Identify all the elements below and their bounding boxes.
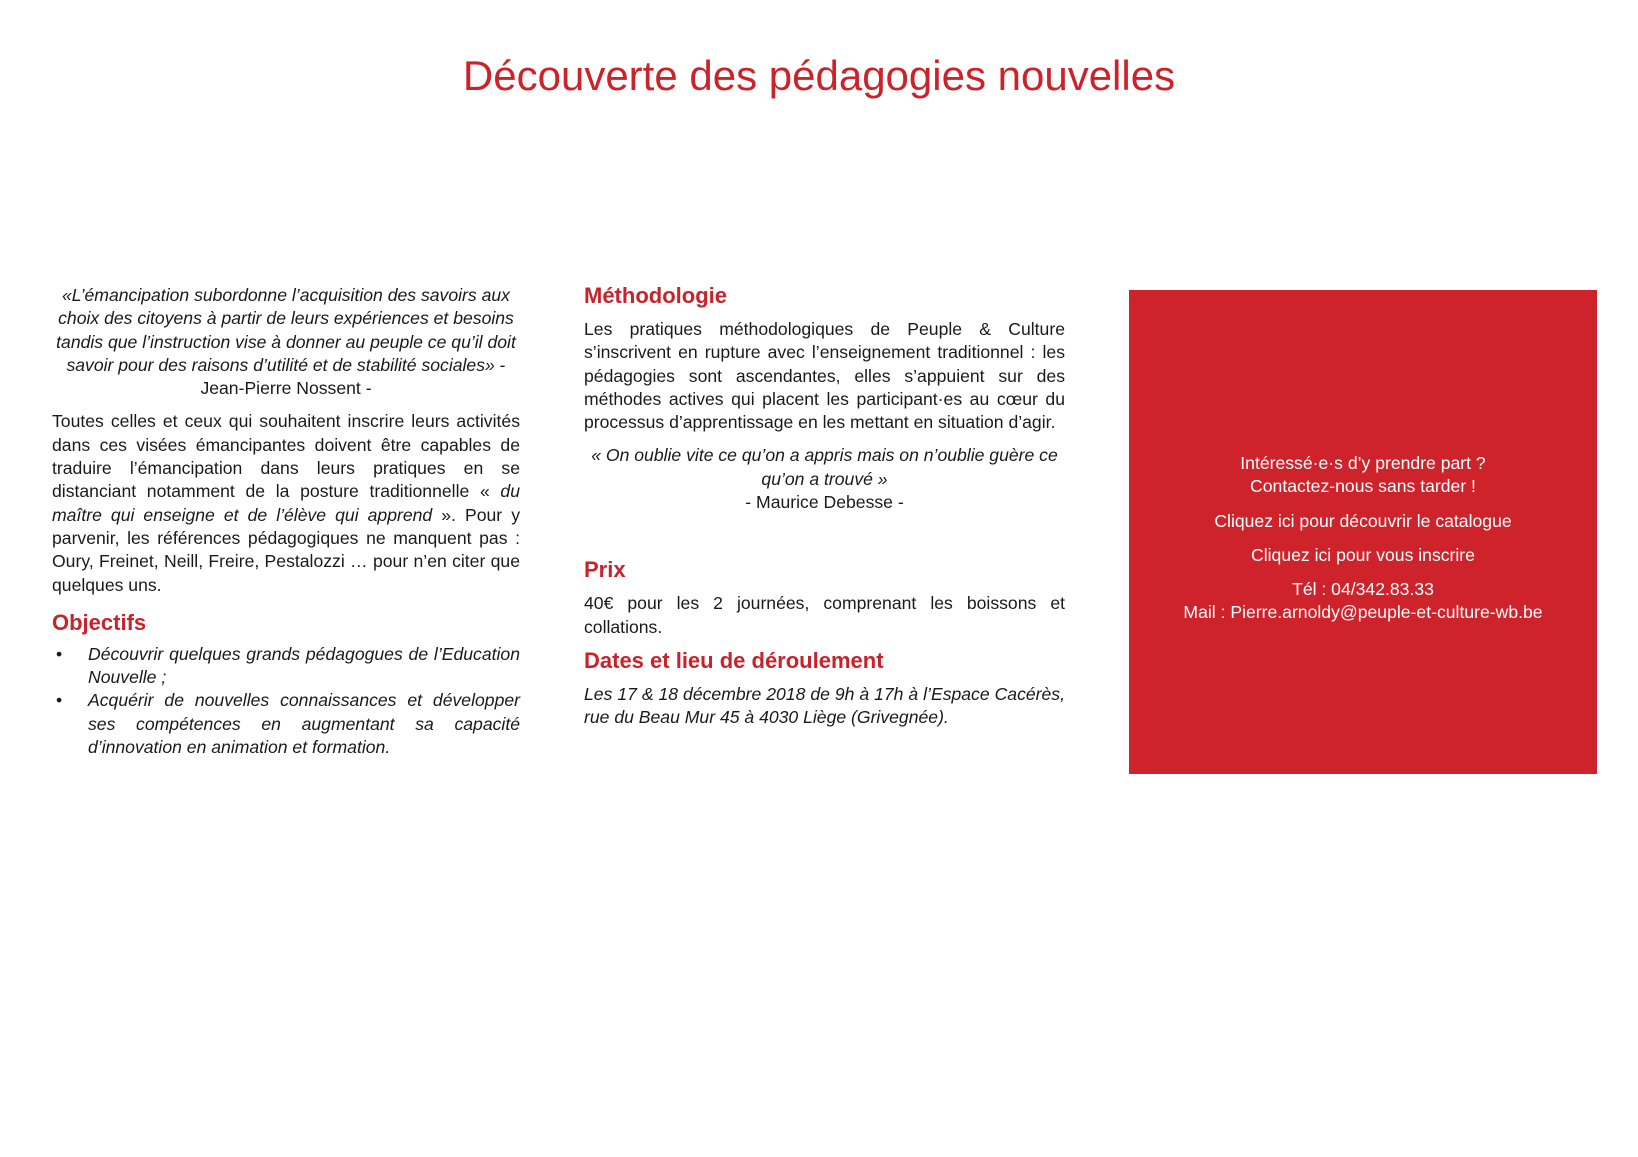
- nossent-quote-author: - Jean-Pierre Nossent -: [200, 354, 506, 399]
- intro-paragraph: [52, 410, 520, 596]
- intro-text-1: Toutes celles et ceux qui souhaitent inscrire leurs activités dans ces visées émancipantes doivent être capables de traduire l’émancipation dans leurs pratiques en se distanciant notamment de la posture traditionnelle «: [52, 411, 520, 502]
- objective-text: Acquérir de nouvelles connaissances et développer ses compétences en augmentant sa capacité d’innovation en animation et formation.: [88, 690, 520, 758]
- bullet-icon: •: [56, 643, 63, 664]
- methodology-heading: Méthodologie: [584, 283, 727, 308]
- intro-text-2: ». Pour y parvenir, les références pédagogiques ne manquent pas : Oury, Freinet, Neill, Freire, Pestalozzi … pour n’en citer que quelques uns.: [52, 504, 520, 595]
- dates-text: Les 17 & 18 décembre 2018 de 9h à 17h à l’Espace Cacérès, rue du Beau Mur 45 à 4030 Liège (Grivegnée).: [584, 683, 1065, 728]
- register-link[interactable]: Cliquez ici pour vous inscrire: [1251, 544, 1475, 565]
- email-address[interactable]: Mail : Pierre.arnoldy@peuple-et-culture-wb.be: [1183, 602, 1543, 623]
- contact-panel-content: [1129, 452, 1597, 636]
- contact-panel: [1129, 290, 1597, 774]
- debesse-quote: [584, 444, 1065, 514]
- price-heading: Prix: [584, 557, 626, 583]
- debesse-quote-author: - Maurice Debesse -: [745, 492, 904, 513]
- methodology-text: Les pratiques méthodologiques de Peuple & Culture s’inscrivent en rupture avec l’enseignement traditionnel : les pédagogies sont ascendantes, elles s’appuient sur des méthodes actives qui placent les participant·es au cœur du processus d’apprentissage en les mettant en situation d’agir.: [584, 319, 1065, 433]
- debesse-quote-text: « On oublie vite ce qu’on a appris mais on n’oublie guère ce qu’on a trouvé »: [591, 445, 1058, 489]
- contact-line-2: Contactez-nous sans tarder !: [1250, 476, 1476, 497]
- catalogue-link[interactable]: Cliquez ici pour découvrir le catalogue: [1214, 510, 1512, 531]
- contact-line-1: Intéressé·e·s d’y prendre part ?: [1240, 453, 1486, 473]
- bullet-icon: •: [56, 690, 63, 711]
- contact-details: [1129, 578, 1597, 625]
- nossent-quote-text: «L’émancipation subordonne l’acquisition des savoirs aux choix des citoyens à partir de leurs expériences et besoins tandis que l’instruction vise à donner au peuple ce qu’il doit savoir pour des raisons d’utilité et de stabilité sociales»: [56, 285, 516, 375]
- nossent-quote: [52, 284, 520, 400]
- list-item: [52, 689, 520, 759]
- price-text: 40€ pour les 2 journées, comprenant les boissons et collations.: [584, 593, 1065, 637]
- objectives-list: [52, 643, 520, 759]
- list-item: [52, 643, 520, 690]
- objectives-heading: Objectifs: [52, 609, 147, 635]
- dates-heading: Dates et lieu de déroulement: [584, 647, 884, 673]
- phone-number: Tél : 04/342.83.33: [1292, 579, 1434, 600]
- middle-column: [584, 282, 1065, 730]
- left-column: [52, 284, 520, 759]
- contact-invite: [1129, 452, 1597, 499]
- objective-text: Découvrir quelques grands pédagogues de l’Education Nouvelle ;: [88, 643, 520, 688]
- intro-italic: du maître qui enseigne et de l’élève qui apprend: [52, 481, 520, 525]
- page-title: Découverte des pédagogies nouvelles: [462, 52, 1176, 99]
